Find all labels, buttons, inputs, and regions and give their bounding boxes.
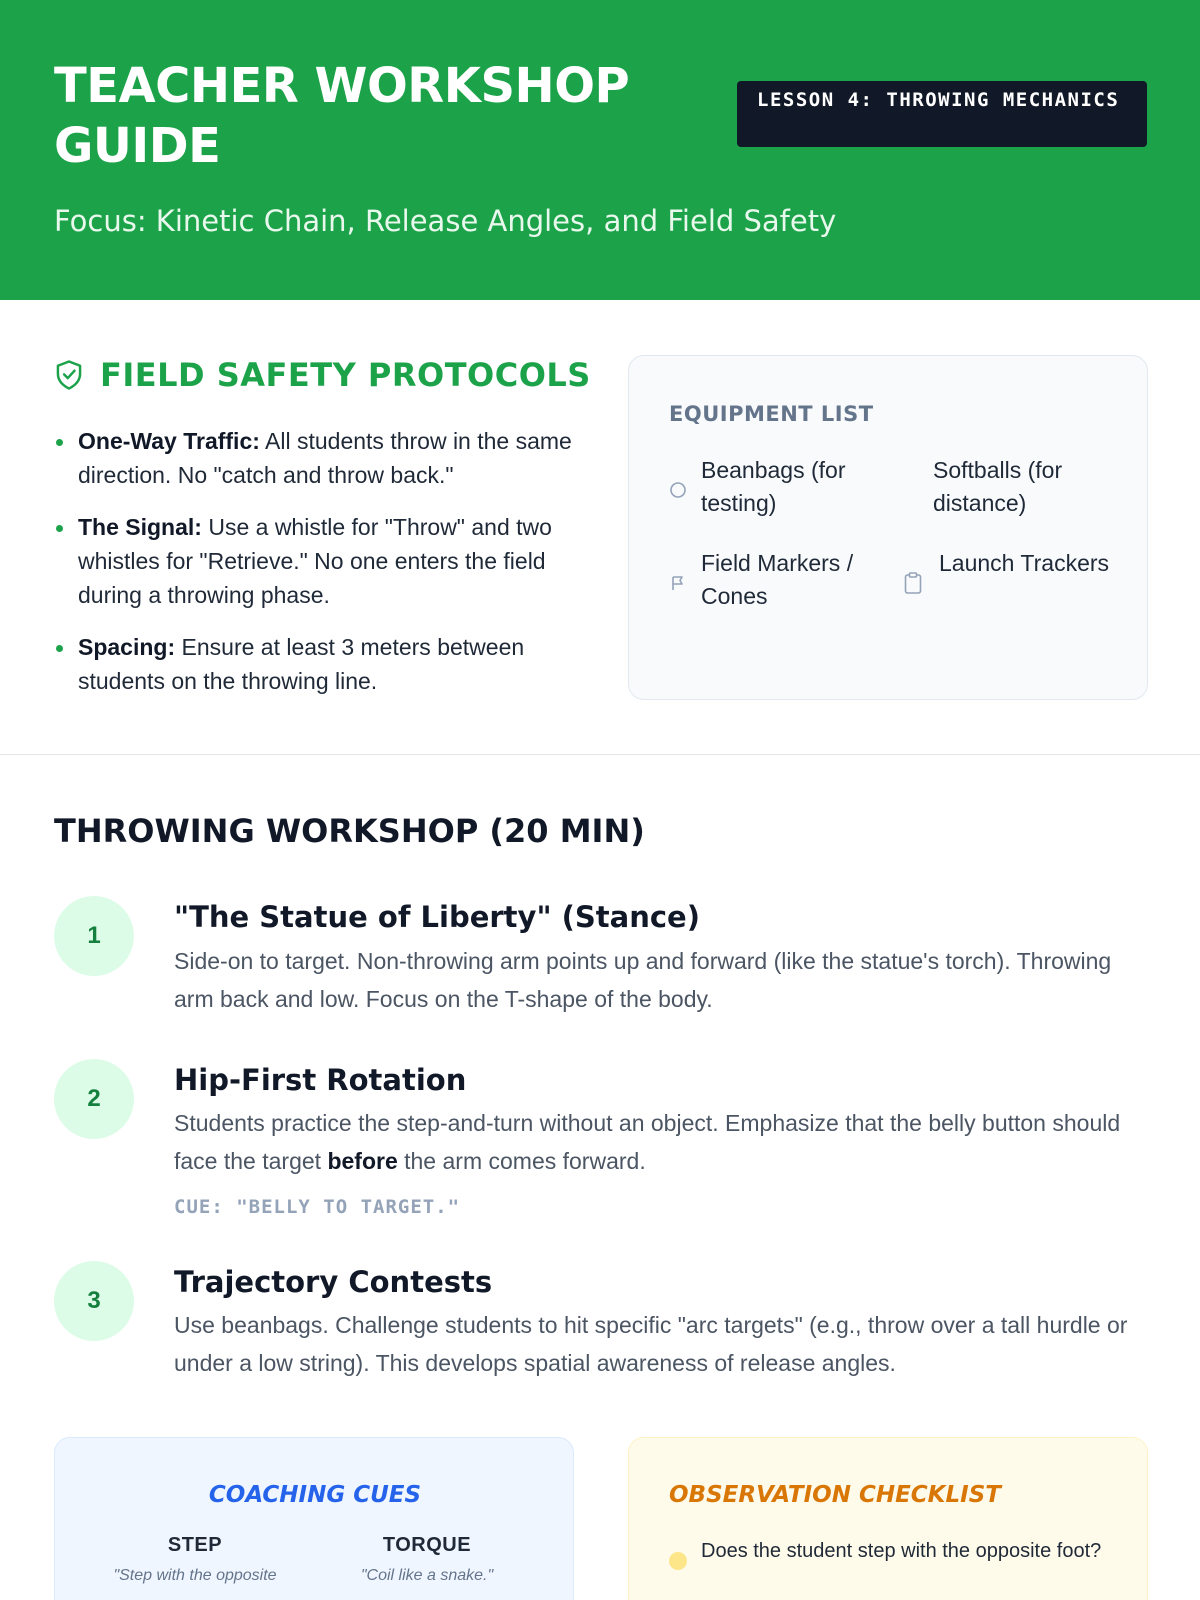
clipboard-icon [903,571,923,595]
protocol-text: Use a whistle for "Throw" and two whistles for "Retrieve." No one enters the field during a throwing phase. [78,514,552,608]
step-description-part: Students practice the step-and-turn without an object. Emphasize that the belly button should face the target [174,1110,1121,1174]
step-number-badge: 2 [54,1059,134,1139]
equipment-title: EQUIPMENT LIST [669,402,874,426]
page-title: TEACHER WORKSHOP GUIDE [54,58,630,174]
step-description-part: the arm comes forward. [397,1148,646,1174]
step-description [174,1104,1144,1180]
step-description: Use beanbags. Challenge students to hit specific "arc targets" (e.g., throw over a tall hurdle or under a low string). This develops spatial awareness of release angles. [174,1312,1128,1376]
equipment-item-trackers: Launch Trackers [939,550,1110,576]
section-divider [0,754,1200,755]
bullet-dot [56,645,63,652]
flag-icon [669,574,687,592]
safety-title: FIELD SAFETY PROTOCOLS [100,356,591,394]
page-subtitle: Focus: Kinetic Chain, Release Angles, and Field Safety [54,204,837,238]
step-description: Side-on to target. Non-throwing arm points up and forward (like the statue's torch). Throwing arm back and low. Focus on the T-shape of the body. [174,948,1112,1012]
observation-title: OBSERVATION CHECKLIST [669,1482,1001,1508]
shield-check-icon [54,359,84,391]
cue-quote: "Step with the opposite [113,1567,277,1584]
protocol-item [54,510,574,612]
safety-protocol-list [54,424,574,716]
protocol-item [54,630,574,698]
protocol-item [54,424,574,492]
step-number-badge: 3 [54,1261,134,1341]
equipment-item-markers: Field Markers / Cones [701,550,854,609]
bullet-dot [56,439,63,446]
protocol-label: Spacing: [78,634,176,660]
protocol-label: The Signal: [78,514,202,540]
safety-heading [54,356,591,394]
step-number-badge: 1 [54,896,134,976]
protocol-label: One-Way Traffic: [78,428,260,454]
checklist-item-text: Does the student step with the opposite foot? [701,1540,1102,1562]
checklist-dot [669,1552,687,1570]
step-description-emphasis: before [327,1148,398,1174]
cue-column [79,1534,311,1585]
header-banner [0,0,1200,300]
cue-heading: STEP [167,1534,223,1556]
equipment-item-beanbags: Beanbags (for testing) [701,457,846,516]
protocol-text: Ensure at least 3 meters between students on the throwing line. [78,634,525,694]
checklist-item [669,1538,1109,1570]
equipment-card [628,355,1148,700]
cue-quote: "Coil like a snake." [360,1567,494,1584]
step-title: Trajectory Contests [174,1265,493,1299]
equipment-item-softballs: Softballs (for distance) [933,457,1063,516]
lesson-badge: LESSON 4: THROWING MECHANICS [737,81,1147,147]
protocol-text: All students throw in the same direction. No "catch and throw back." [78,428,572,488]
step-title: "The Statue of Liberty" (Stance) [174,900,700,934]
observation-checklist-card [628,1437,1148,1600]
step-title: Hip-First Rotation [174,1063,467,1097]
circle-icon [669,481,687,499]
cue-column [311,1534,543,1585]
coaching-cues-card [54,1437,574,1600]
step-cue: CUE: "BELLY TO TARGET." [174,1196,461,1218]
workshop-title: THROWING WORKSHOP (20 MIN) [54,812,645,850]
bullet-dot [56,525,63,532]
cue-heading: TORQUE [382,1534,472,1556]
coaching-cues-title: COACHING CUES [208,1482,422,1508]
